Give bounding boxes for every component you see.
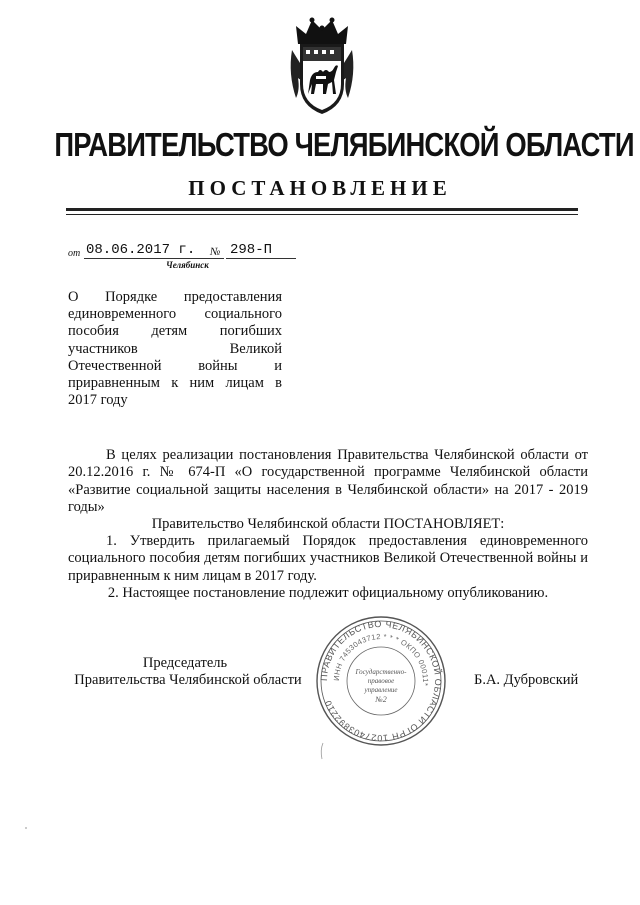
document-subject: О Порядке предоставления единовременного социального пособия детям погибших участников Великой Отечественной войны и приравненным к ним лицам в 2017 году [68,289,282,409]
svg-text:правовое: правовое [367,677,395,685]
svg-text:ПРАВИТЕЛЬСТВО ЧЕЛЯБИНСКОЙ ОБЛА: ПРАВИТЕЛЬСТВО ЧЕЛЯБИНСКОЙ ОБЛАСТИ ОГРН 1027403892210 [318,618,444,744]
resolves-line: Правительство Челябинской области ПОСТАНОВЛЯЕТ: [151,516,505,532]
preamble-paragraph: В целях реализации постановления Правительства Челябинской области от 20.12.2016 г. № 674-П «О государственной программе Челябинской области «Развитие социальной защиты населения в Челябинской области» на 2017 - 2019 годы» [68,447,588,516]
date-prefix: от [68,248,81,259]
date-underline [84,258,224,259]
svg-text:ИНН 7453043712 * * * ОКПО 0001: ИНН 7453043712 * * * ОКПО 00011* [331,631,431,687]
document-number: 298-П [230,242,273,258]
ink-mark [318,742,326,760]
document-date: 08.06.2017 г. [86,242,196,258]
svg-text:№2: №2 [375,695,387,704]
signer-title-line-2: Правительства Челябинской области [74,672,302,688]
number-prefix: № [210,246,221,258]
document-type-title: ПОСТАНОВЛЕНИЕ [188,176,452,200]
registration-row [68,244,328,260]
document-city: Челябинск [166,260,209,270]
number-underline [226,258,296,259]
resolution-item-1: 1. Утвердить прилагаемый Порядок предоставления единовременного социального пособия детям погибших участников Великой Отечественной войны и приравненным к ним лицам в 2017 году. [68,533,588,584]
header-rule-thick [66,208,578,211]
header-rule-thin [66,214,578,215]
organization-title: ПРАВИТЕЛЬСТВО ЧЕЛЯБИНСКОЙ ОБЛАСТИ [54,126,634,163]
signer-name: Б.А. Дубровский [474,672,579,688]
official-seal-stamp [314,614,448,748]
coat-of-arms-icon [288,14,356,118]
ink-dot [24,826,28,830]
signer-title-line-1: Председатель [142,655,228,671]
svg-text:управление: управление [364,686,398,694]
svg-text:Государственно-: Государственно- [355,668,407,676]
resolution-item-2: 2. Настоящее постановление подлежит официальному опубликованию. [107,585,549,601]
